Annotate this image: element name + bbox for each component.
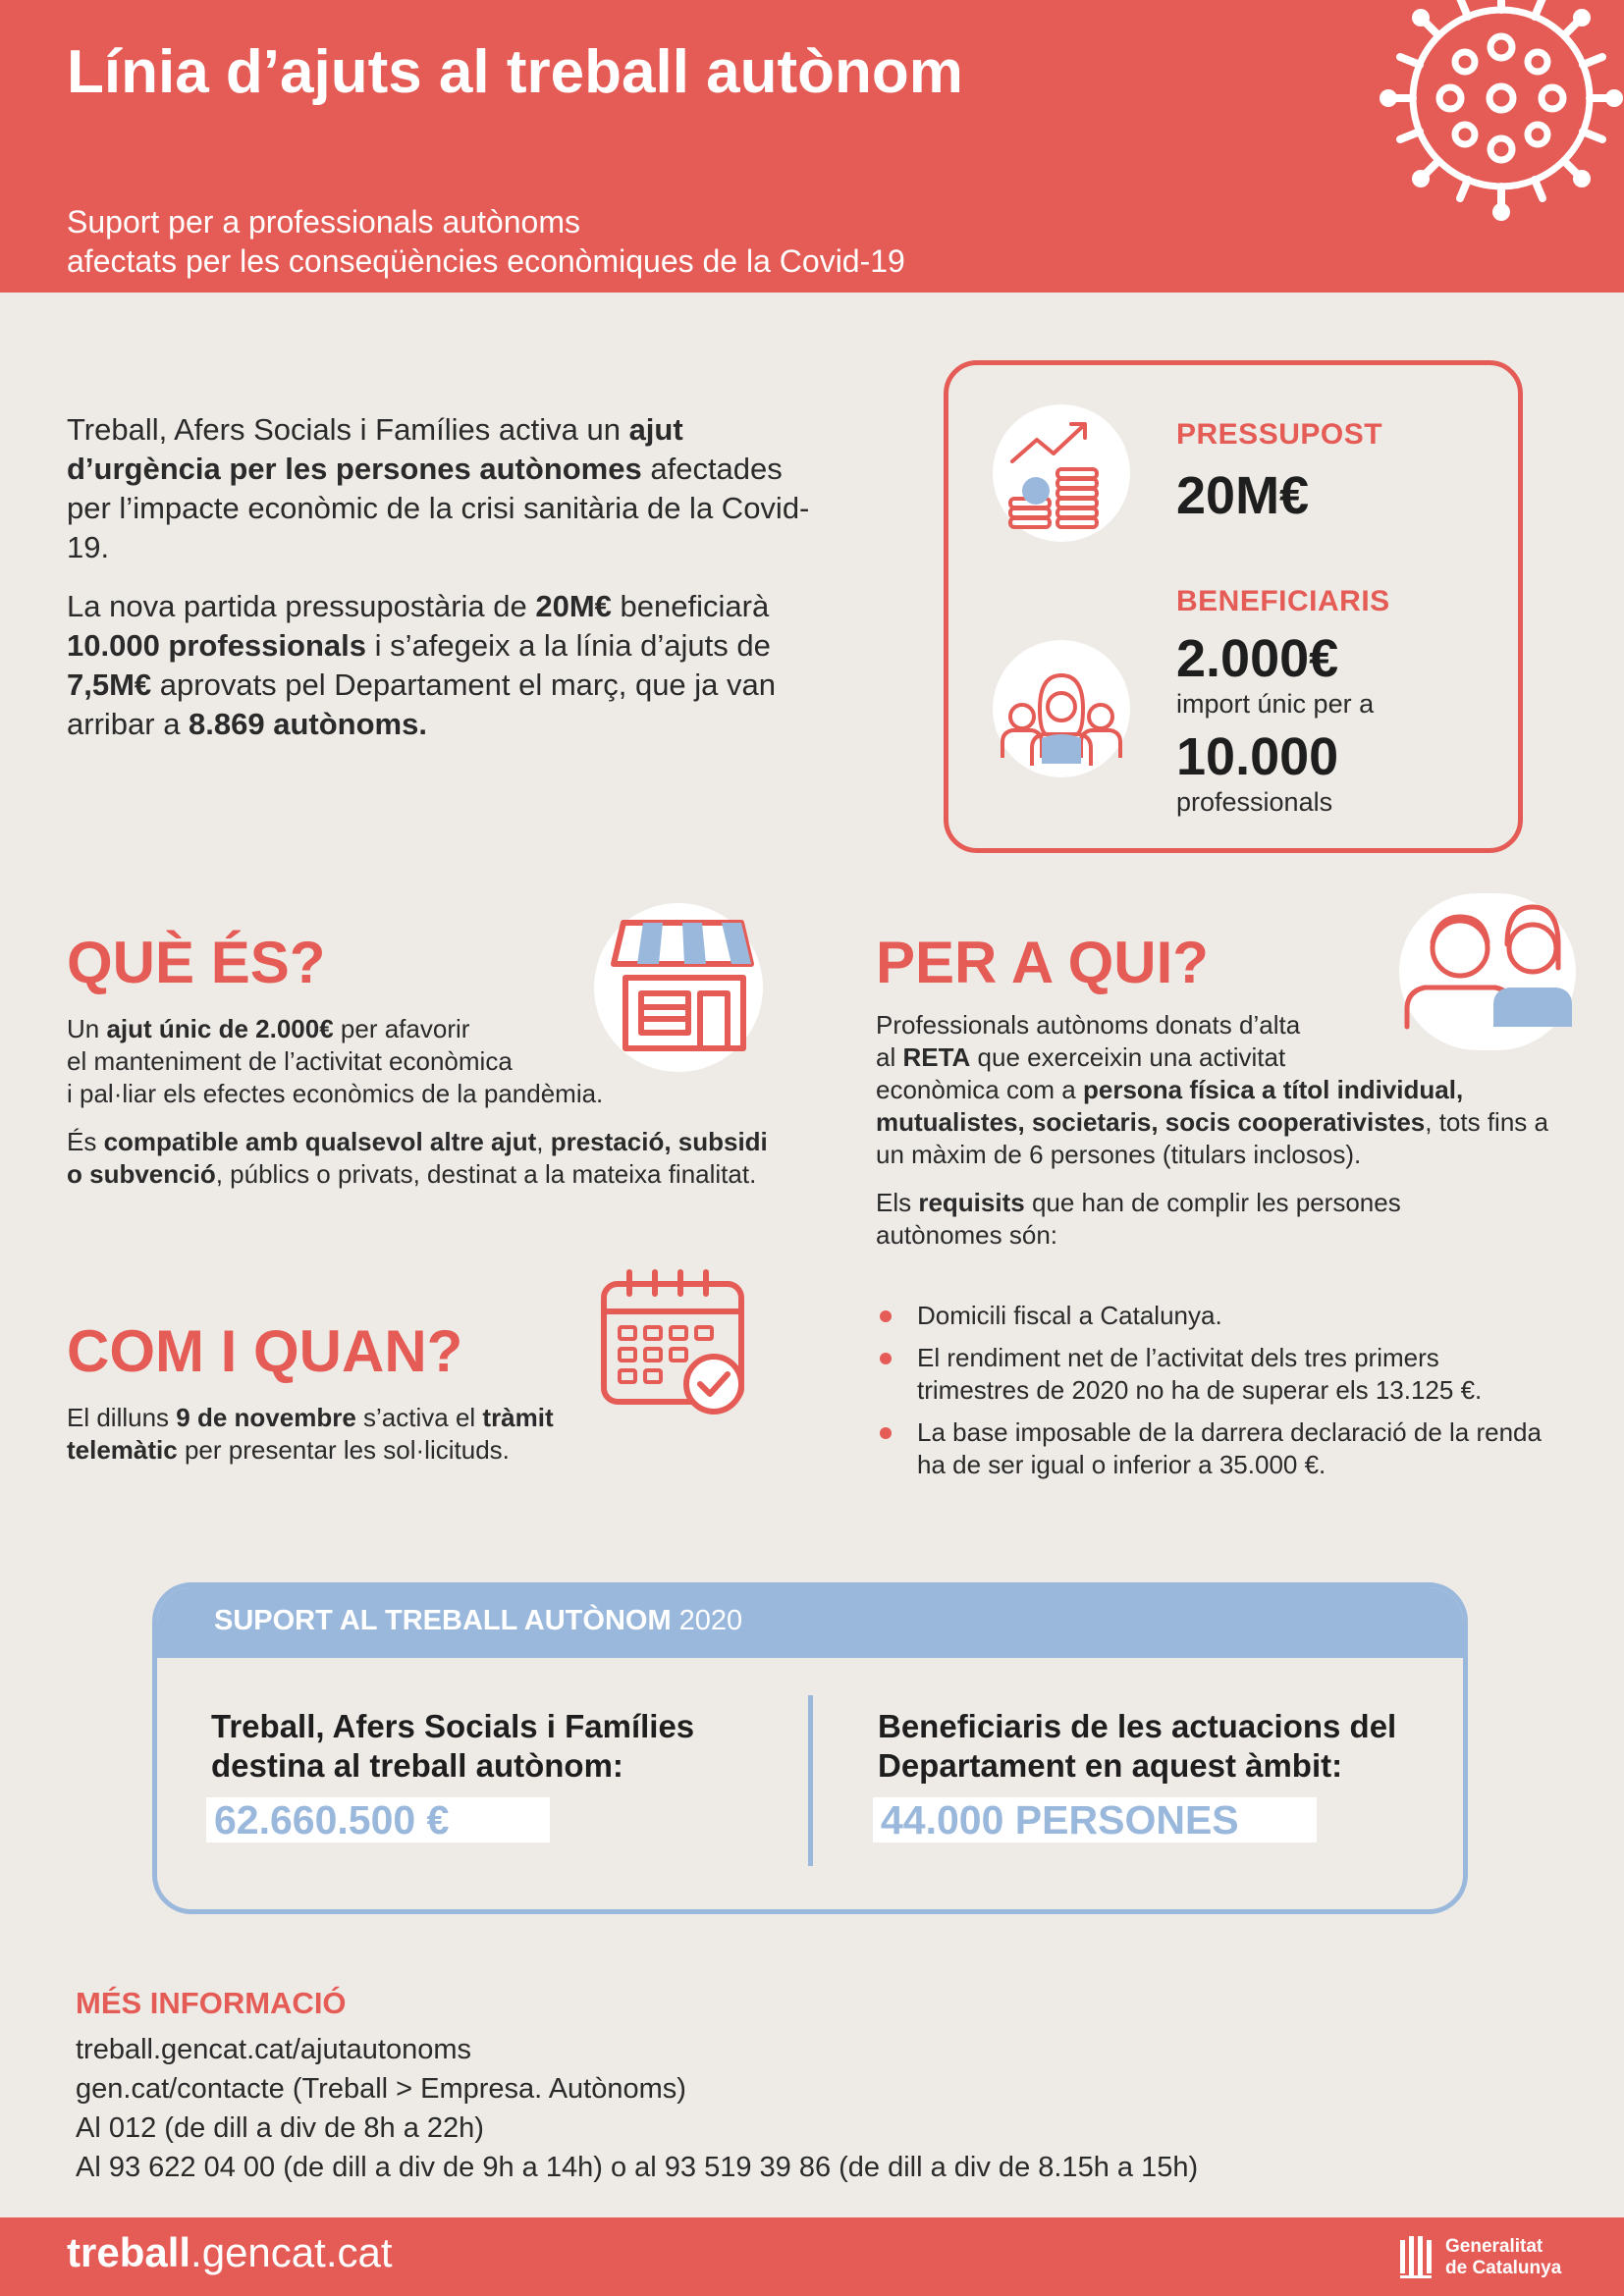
footer-site-link[interactable]: treball.gencat.cat xyxy=(67,2229,393,2275)
support-box xyxy=(152,1582,1468,1914)
when-heading: COM I QUAN? xyxy=(67,1318,463,1384)
more-info-link[interactable]: gen.cat/contacte (Treball > Empresa. Autònoms) xyxy=(76,2073,686,2105)
what-text xyxy=(67,1013,774,1206)
beneficiaries-label: BENEFICIARIS xyxy=(1176,585,1390,617)
budget-value: 20M€ xyxy=(1176,466,1310,525)
subtitle-line-1: Suport per a professionals autònoms xyxy=(67,204,580,240)
header-banner xyxy=(0,0,1624,293)
when-text xyxy=(67,1402,577,1482)
gencat-logo xyxy=(1398,2234,1595,2281)
count-value: 10.000 xyxy=(1176,727,1339,786)
gencat-logo-text: Generalitat de Catalunya xyxy=(1445,2236,1562,2278)
gencat-logo-icon xyxy=(1398,2234,1437,2279)
count-caption: professionals xyxy=(1176,787,1333,817)
growth-coins-icon xyxy=(993,404,1130,542)
page-title: Línia d’ajuts al treball autònom xyxy=(67,38,963,106)
support-right-value: 44.000 PERSONES xyxy=(873,1797,1317,1842)
subtitle-line-2: afectats per les conseqüències econòmiques de la Covid-19 xyxy=(67,243,905,279)
support-divider xyxy=(808,1695,813,1866)
who-paragraph-2: Els requisits que han de complir les persones autònomes són: xyxy=(876,1188,1401,1250)
who-heading: PER A QUI? xyxy=(876,930,1209,995)
page-subtitle xyxy=(67,202,905,281)
support-title-bar xyxy=(157,1587,1463,1658)
amount-value: 2.000€ xyxy=(1176,629,1339,688)
list-item: El rendiment net de l’activitat dels tres primers trimestres de 2020 no ha de superar els 13.125 €. xyxy=(876,1342,1553,1407)
people-group-icon xyxy=(993,640,1130,777)
requirements-list xyxy=(876,1300,1553,1491)
support-left-heading: Treball, Afers Socials i Famílies destina al treball autònom: xyxy=(211,1708,695,1784)
who-text xyxy=(876,1009,1553,1267)
who-paragraph-1: Professionals autònoms donats d’alta al RETA que exerceixin una activitat econòmica com a persona física a títol individual, mutualistes, societaris, socis cooperativistes, tots fins a un màxim de 6 persones (titulars inclosos). xyxy=(876,1010,1548,1169)
more-info-link[interactable]: treball.gencat.cat/ajutautonoms xyxy=(76,2034,472,2065)
support-left-value: 62.660.500 € xyxy=(206,1797,550,1842)
what-paragraph-1: Un ajut únic de 2.000€ per afavorir el manteniment de l’activitat econòmica i pal·liar els efectes econòmics de la pandèmia. xyxy=(67,1014,604,1108)
intro-paragraph-1: Treball, Afers Socials i Famílies activa un ajut d’urgència per les persones autònomes afectades per l’impacte econòmic de la crisi sanitària de la Covid-19. xyxy=(67,412,810,564)
more-info-phone: Al 93 622 04 00 (de dill a div de 9h a 14h) o al 93 519 39 86 (de dill a div de 8.15h a 15h) xyxy=(76,2152,1199,2183)
virus-icon xyxy=(1339,0,1624,245)
budget-label: PRESSUPOST xyxy=(1176,418,1383,451)
more-info-phone: Al 012 (de dill a div de 8h a 22h) xyxy=(76,2112,484,2144)
more-info-heading: MÉS INFORMACIÓ xyxy=(76,1986,347,2020)
stats-box xyxy=(944,360,1523,853)
intro-paragraph-2: La nova partida pressupostària de 20M€ beneficiarà 10.000 professionals i s’afegeix a la línia d’ajuts de 7,5M€ aprovats pel Departament el març, que ja van arribar a 8.869 autònoms. xyxy=(67,589,777,741)
support-right-heading: Beneficiaris de les actuacions del Departament en aquest àmbit: xyxy=(878,1708,1397,1784)
when-paragraph: El dilluns 9 de novembre s’activa el tràmit telemàtic per presentar les sol·licituds. xyxy=(67,1403,554,1465)
footer xyxy=(0,2217,1624,2296)
list-item: Domicili fiscal a Catalunya. xyxy=(876,1300,1553,1332)
support-title: SUPORT AL TREBALL AUTÒNOM 2020 xyxy=(214,1605,743,1636)
more-info-list xyxy=(76,2030,1198,2187)
amount-caption: import únic per a xyxy=(1176,689,1375,719)
what-heading: QUÈ ÉS? xyxy=(67,930,326,995)
intro-text xyxy=(67,410,833,764)
calendar-check-icon xyxy=(594,1264,756,1426)
list-item: La base imposable de la darrera declaració de la renda ha de ser igual o inferior a 35.000 €. xyxy=(876,1416,1553,1481)
what-paragraph-2: És compatible amb qualsevol altre ajut, prestació, subsidi o subvenció, públics o privats, destinat a la mateixa finalitat. xyxy=(67,1127,768,1189)
